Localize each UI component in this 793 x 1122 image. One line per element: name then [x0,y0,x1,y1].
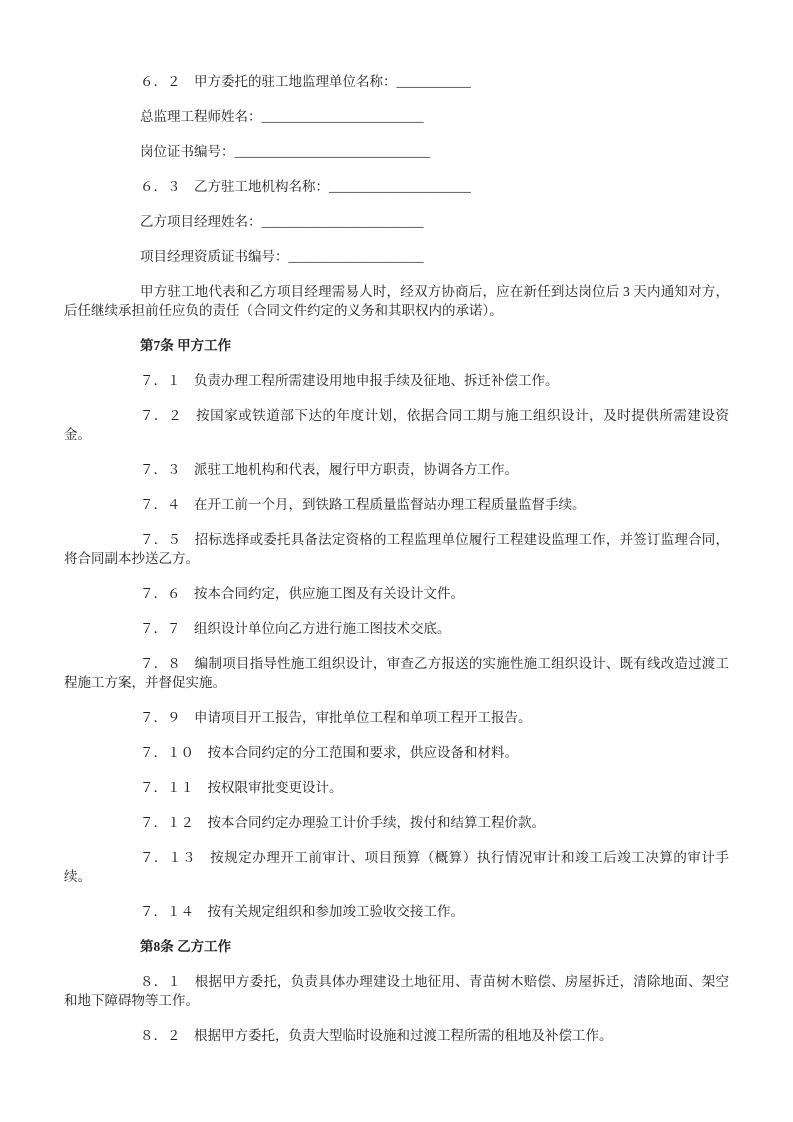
clause-7-7: ７．７ 组织设计单位向乙方进行施工图技术交底。 [140,621,451,636]
clause-7-8: ７．８ 编制项目指导性施工组织设计，审查乙方报送的实施性施工组织设计、既有线改造过渡工程施工方案，并督促实施。 [64,656,729,690]
clause-7-3: ７．３ 派驻工地机构和代表，履行甲方职责，协调各方工作。 [140,462,518,477]
clause-8-2: ８．２ 根据甲方委托，负责大型临时设施和过渡工程所需的租地及补偿工作。 [140,1028,613,1043]
field-line-manager-certificate-no [64,247,729,266]
field-label: ６．２ 甲方委托的驻工地监理单位名称： [140,74,397,89]
field-line-chief-supervisor-name [64,107,729,126]
section7-heading: 第7条 甲方工作 [140,338,232,353]
field-line-post-certificate-no [64,142,729,161]
field-label: 总监理工程师姓名： [140,109,262,124]
clause-7-9: ７．９ 申请项目开工报告，审批单位工程和单项工程开工报告。 [140,710,532,725]
blank-line: _____________________________ [234,144,431,159]
section8-heading: 第8条 乙方工作 [140,939,232,954]
clause-7-1: ７．１ 负责办理工程所需建设用地申报手续及征地、拆迁补偿工作。 [140,373,559,388]
clause-7-14: ７．１４ 按有关规定组织和参加竣工验收交接工作。 [140,904,464,919]
field-label: 项目经理资质证书编号： [140,249,289,264]
blank-line: ________________________ [261,214,424,229]
intro-paragraph: 甲方驻工地代表和乙方项目经理需易人时，经双方协商后，应在新任到达岗位后 3 天内通知对方，后任继续承担前任应负的责任（合同文件约定的义务和其职权内的承诺）。 [64,284,729,318]
blank-line: ___________ [396,74,471,89]
blank-line: ____________________ [288,249,424,264]
blank-line: _____________________ [329,179,471,194]
clause-7-13: ７．１３ 按规定办理开工前审计、项目预算（概算）执行情况审计和竣工后竣工决算的审计手续。 [64,850,729,884]
field-line-supervision-unit [64,72,729,91]
clause-7-10: ７．１０ 按本合同约定的分工范围和要求，供应设备和材料。 [140,745,518,760]
clause-7-12: ７．１２ 按本合同约定办理验工计价手续，拨付和结算工程价款。 [140,815,545,830]
field-label: ６．３ 乙方驻工地机构名称： [140,179,329,194]
clause-7-2: ７．２ 按国家或铁道部下达的年度计划，依据合同工期与施工组织设计，及时提供所需建设资金。 [64,408,729,442]
blank-line: ________________________ [261,109,424,124]
field-label: 岗位证书编号： [140,144,235,159]
clause-7-11: ７．１１ 按权限审批变更设计。 [140,780,343,795]
field-line-party-b-site-org [64,177,729,196]
clause-8-1: ８．１ 根据甲方委托，负责具体办理建设土地征用、青苗树木赔偿、房屋拆迁，清除地面、架空和地下障碍物等工作。 [64,974,729,1008]
field-label: 乙方项目经理姓名： [140,214,262,229]
clause-7-4: ７．４ 在开工前一个月，到铁路工程质量监督站办理工程质量监督手续。 [140,497,586,512]
clause-7-5: ７．５ 招标选择或委托具备法定资格的工程监理单位履行工程建设监理工作，并签订监理合同，将合同副本抄送乙方。 [64,532,729,566]
field-line-party-b-manager-name [64,212,729,231]
clause-7-6: ７．６ 按本合同约定，供应施工图及有关设计文件。 [140,586,464,601]
